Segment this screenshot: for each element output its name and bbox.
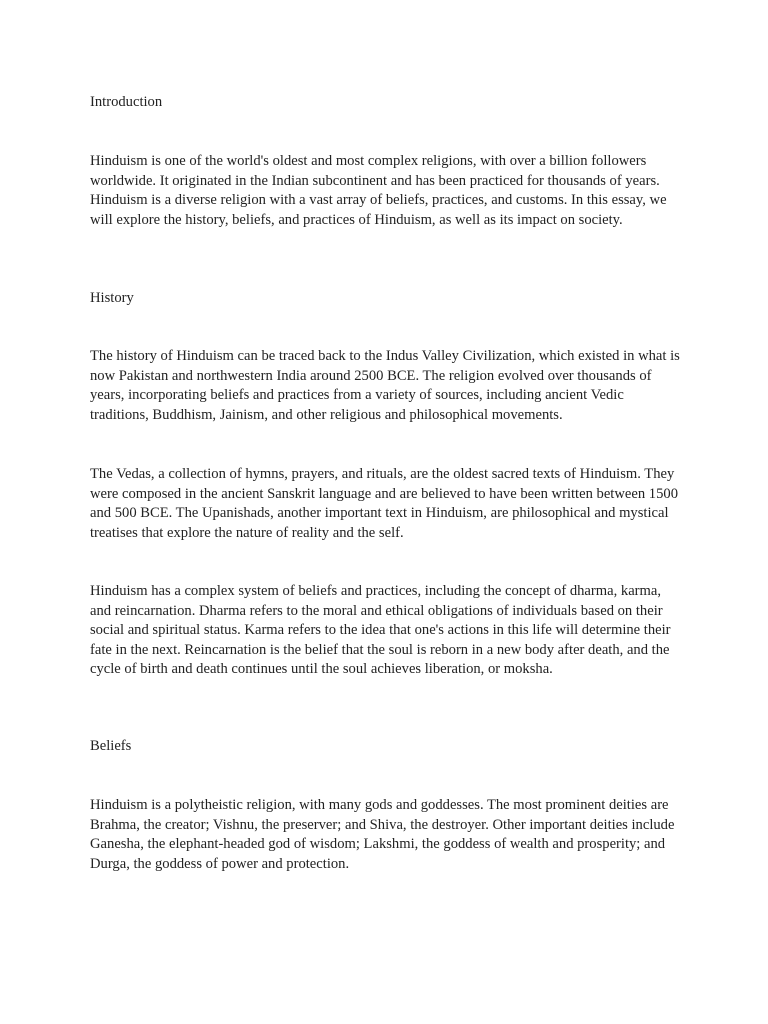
paragraph-history-1: The history of Hinduism can be traced back to the Indus Valley Civilization, which existed in what is now Pakistan and northwestern India around 2500 BCE. The religion evolved over thousands of years, incorporating beliefs and practices from a variety of sources, including ancient Vedic traditions, Buddhism, Jainism, and other religious and philosophical movements.: [90, 348, 680, 423]
section-heading-history: History: [90, 290, 134, 306]
paragraph-introduction: Hinduism is one of the world's oldest and most complex religions, with over a billion followers worldwide. It originated in the Indian subcontinent and has been practiced for thousands of years. Hinduism is a diverse religion with a vast array of beliefs, practices, and customs. In this essay, we will explore the history, beliefs, and practices of Hinduism, as well as its impact on society.: [90, 153, 667, 228]
paragraph-beliefs: Hinduism is a polytheistic religion, with many gods and goddesses. The most prominent deities are Brahma, the creator; Vishnu, the preserver; and Shiva, the destroyer. Other important deities include Ganesha, the elephant-headed god of wisdom; Lakshmi, the goddess of wealth and prosperity; and Durga, the goddess of power and protection.: [90, 797, 675, 872]
section-heading-beliefs: Beliefs: [90, 738, 132, 754]
section-heading-introduction: Introduction: [90, 94, 163, 110]
paragraph-history-2: The Vedas, a collection of hymns, prayers, and rituals, are the oldest sacred texts of Hinduism. They were composed in the ancient Sanskrit language and are believed to have been written between 1500 and 500 BCE. The Upanishads, another important text in Hinduism, are philosophical and mystical treatises that explore the nature of reality and the self.: [90, 466, 678, 541]
paragraph-history-3: Hinduism has a complex system of beliefs and practices, including the concept of dharma, karma, and reincarnation. Dharma refers to the moral and ethical obligations of individuals based on their social and spiritual status. Karma refers to the idea that one's actions in this life will determine their fate in the next. Reincarnation is the belief that the soul is reborn in a new body after death, and the cycle of birth and death continues until the soul achieves liberation, or moksha.: [90, 583, 671, 677]
